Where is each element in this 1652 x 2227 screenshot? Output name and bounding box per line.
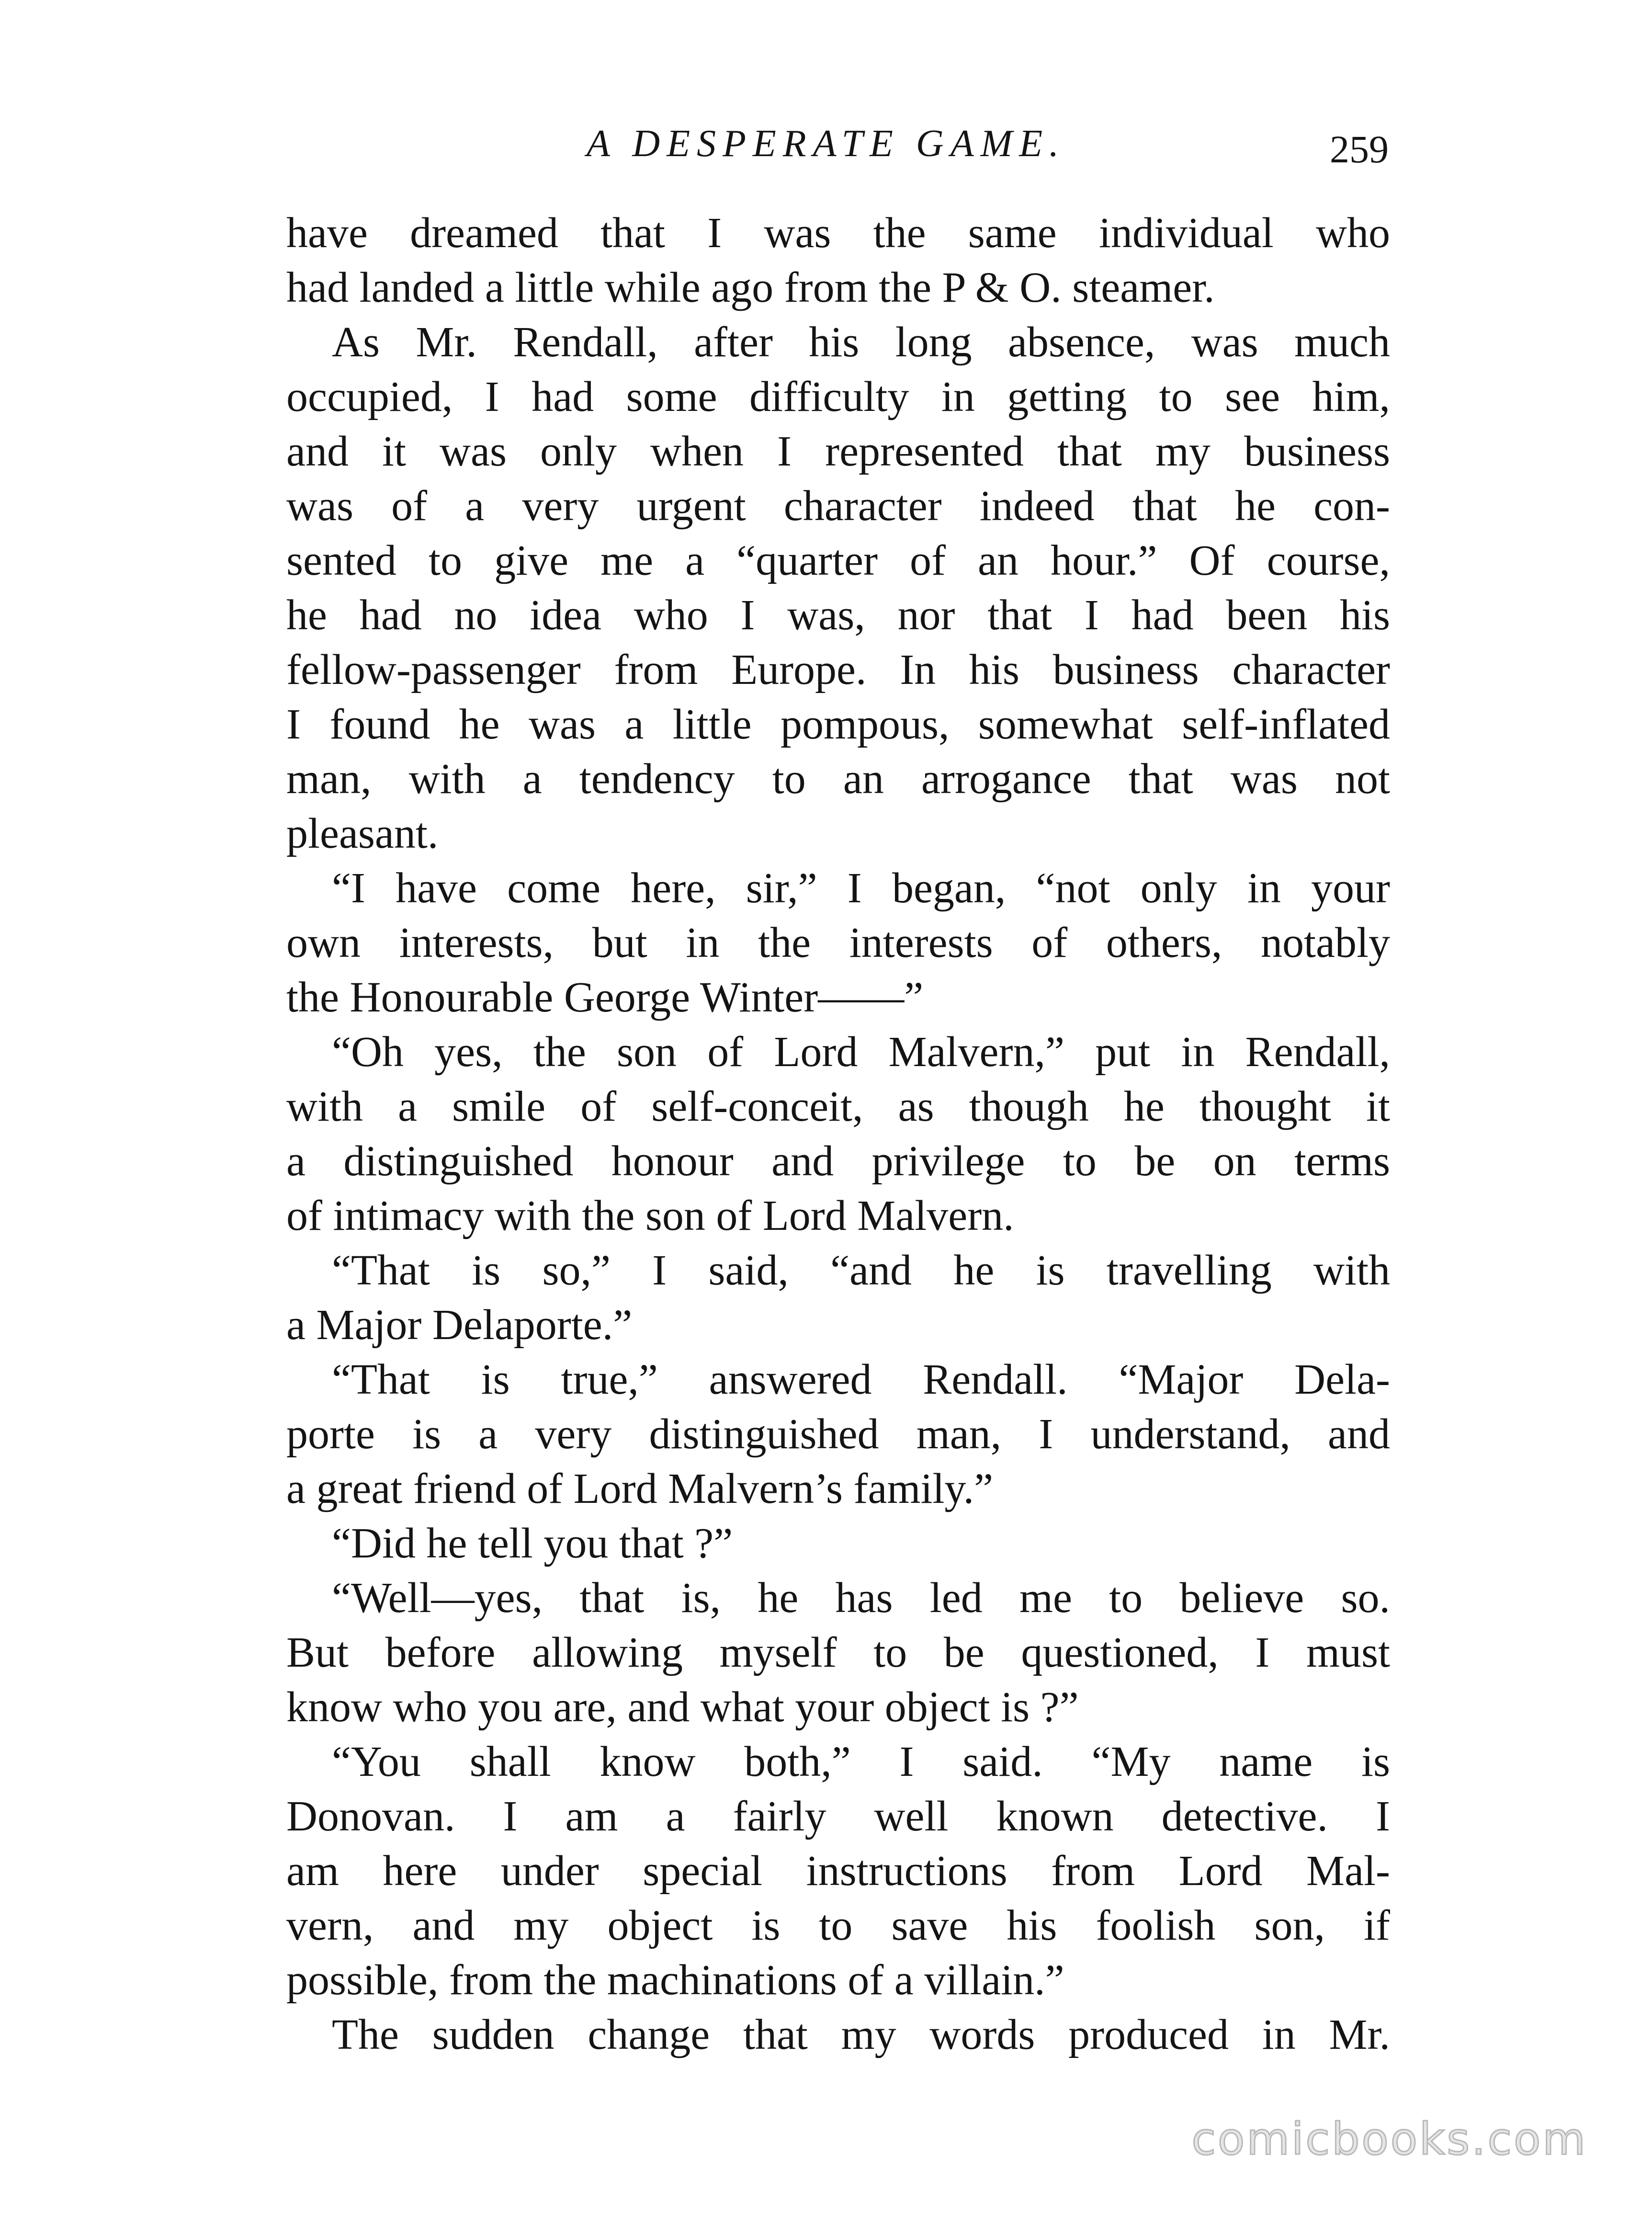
text-line: sented to give me a “quarter of an hour.” Of course,	[286, 537, 1390, 584]
watermark: comicbooks.com	[1191, 2113, 1587, 2165]
body-text	[286, 206, 1390, 2062]
text-line: “You shall know both,” I said. “My name is	[332, 1738, 1390, 1785]
text-line: “That is so,” I said, “and he is travelling with	[332, 1247, 1390, 1294]
text-line: “That is true,” answered Rendall. “Major Dela-	[332, 1356, 1390, 1403]
text-line: “Oh yes, the son of Lord Malvern,” put in Rendall,	[332, 1028, 1390, 1076]
running-head	[287, 117, 1389, 170]
text-line: the Honourable George Winter——”	[286, 974, 924, 1021]
text-line: a distinguished honour and privilege to be on terms	[286, 1137, 1390, 1185]
text-line: he had no idea who I was, nor that I had been his	[286, 591, 1390, 639]
text-line: vern, and my object is to save his foolish son, if	[286, 1902, 1390, 1949]
text-line: am here under special instructions from Lord Mal-	[286, 1847, 1390, 1895]
text-line: man, with a tendency to an arrogance that was not	[286, 755, 1390, 803]
text-line: Donovan. I am a fairly well known detective. I	[286, 1793, 1390, 1840]
text-line: was of a very urgent character indeed that he con-	[286, 482, 1390, 530]
text-line: know who you are, and what your object is ?”	[286, 1683, 1079, 1731]
running-title: A DESPERATE GAME.	[587, 123, 1066, 165]
text-line: pleasant.	[286, 810, 439, 857]
text-line: fellow-passenger from Europe. In his business character	[286, 646, 1390, 693]
text-line: had landed a little while ago from the P & O. steamer.	[286, 264, 1215, 311]
text-line: As Mr. Rendall, after his long absence, was much	[332, 318, 1390, 366]
text-line: I found he was a little pompous, somewhat self-inflated	[286, 701, 1390, 748]
text-line: of intimacy with the son of Lord Malvern.	[286, 1192, 1014, 1239]
text-line: occupied, I had some difficulty in getting to see him,	[286, 373, 1390, 420]
text-line: have dreamed that I was the same individual who	[286, 209, 1390, 257]
text-line: “I have come here, sir,” I began, “not only in your	[332, 864, 1390, 912]
text-line: “Well—yes, that is, he has led me to believe so.	[332, 1574, 1390, 1622]
text-line: porte is a very distinguished man, I understand, and	[286, 1410, 1390, 1458]
text-line: possible, from the machinations of a villain.”	[286, 1956, 1064, 2004]
text-line: and it was only when I represented that my business	[286, 428, 1390, 475]
text-line: But before allowing myself to be questioned, I must	[286, 1629, 1390, 1676]
text-line: The sudden change that my words produced in Mr.	[332, 2011, 1390, 2058]
text-line: with a smile of self-conceit, as though he thought it	[286, 1083, 1390, 1130]
page-number: 259	[1330, 127, 1389, 171]
text-line: “Did he tell you that ?”	[332, 1520, 733, 1567]
text-line: a great friend of Lord Malvern’s family.”	[286, 1465, 994, 1512]
text-line: a Major Delaporte.”	[286, 1301, 633, 1349]
text-line: own interests, but in the interests of others, notably	[286, 919, 1390, 966]
